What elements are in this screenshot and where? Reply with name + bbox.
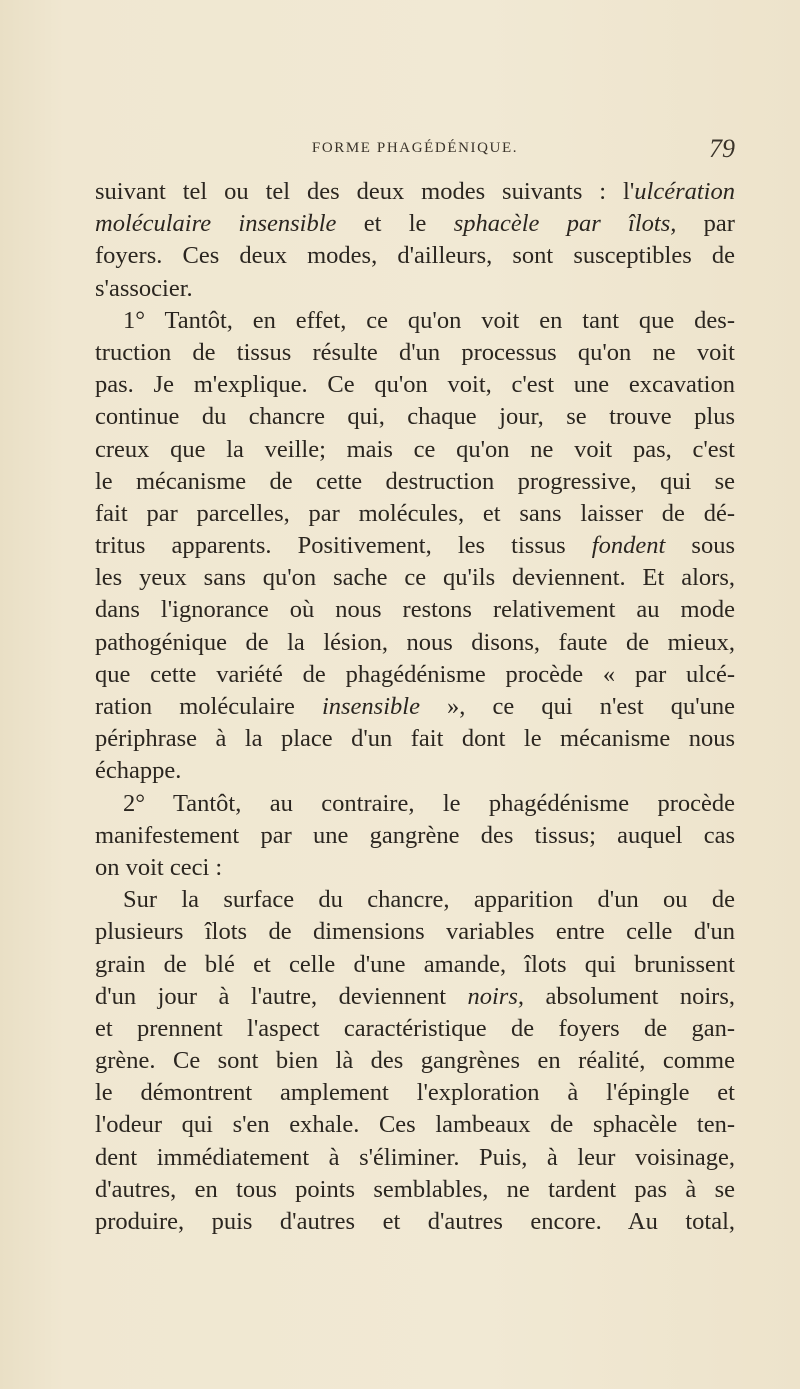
text-line: produire, puis d'autres et d'autres encore. Au total, bbox=[95, 1208, 735, 1235]
text-line: le démontrent amplement l'exploration à l'épingle et bbox=[95, 1079, 735, 1107]
text-line: fait par parcelles, par molécules, et sans laisser de dé- bbox=[95, 499, 735, 527]
text-line: l'odeur qui s'en exhale. Ces lambeaux de sphacèle ten- bbox=[95, 1111, 735, 1139]
text-line: on voit ceci : bbox=[95, 853, 223, 881]
page-number: 79 bbox=[709, 134, 735, 163]
text-line: moléculaire insensible et le sphacèle par îlots, par bbox=[95, 210, 735, 238]
text-line: tritus apparents. Positivement, les tissus fondent sous bbox=[95, 532, 735, 560]
text-line: dans l'ignorance où nous restons relativement au mode bbox=[95, 596, 735, 624]
text-line: et prennent l'aspect caractéristique de foyers de gan- bbox=[95, 1014, 735, 1042]
text-line: foyers. Ces deux modes, d'ailleurs, sont susceptibles de bbox=[95, 242, 735, 270]
text-line: plusieurs îlots de dimensions variables entre celle d'un bbox=[95, 918, 735, 946]
italic-term: ulcération bbox=[634, 178, 735, 205]
text-line: pas. Je m'explique. Ce qu'on voit, c'est une excavation bbox=[95, 371, 735, 399]
text-line: que cette variété de phagédénisme procède « par ulcé- bbox=[95, 660, 735, 688]
page-header bbox=[95, 134, 735, 168]
text-line: les yeux sans qu'on sache ce qu'ils deviennent. Et alors, bbox=[95, 564, 735, 592]
italic-term: insensible bbox=[321, 693, 420, 720]
paragraph-start: 1° Tantôt, en effet, ce qu'on voit en tant que des- bbox=[123, 306, 735, 334]
text-line: ration moléculaire insensible », ce qui n'est qu'une bbox=[95, 693, 736, 720]
text-line: périphrase à la place d'un fait dont le mécanisme nous bbox=[95, 725, 735, 753]
running-head: FORME PHAGÉDÉNIQUE. bbox=[311, 140, 519, 156]
body-text bbox=[95, 176, 735, 1238]
text-line: suivant tel ou tel des deux modes suivants : l'ulcération bbox=[95, 178, 735, 205]
text-line: grène. Ce sont bien là des gangrènes en réalité, comme bbox=[95, 1047, 735, 1075]
text-line: continue du chancre qui, chaque jour, se trouve plus bbox=[95, 403, 735, 431]
text-line: le mécanisme de cette destruction progressive, qui se bbox=[95, 467, 735, 495]
text-line: truction de tissus résulte d'un processus qu'on ne voit bbox=[95, 338, 735, 366]
text-line: grain de blé et celle d'une amande, îlots qui brunissent bbox=[95, 950, 735, 978]
text-line: pathogénique de la lésion, nous disons, faute de mieux, bbox=[95, 628, 735, 656]
text-line: d'un jour à l'autre, deviennent noirs, absolument noirs, bbox=[95, 982, 735, 1010]
text-line: dent immédiatement à s'éliminer. Puis, à leur voisinage, bbox=[95, 1143, 735, 1171]
italic-term: moléculaire insensible bbox=[95, 210, 337, 238]
paragraph-start: Sur la surface du chancre, apparition d'un ou de bbox=[123, 886, 735, 914]
text-line: manifestement par une gangrène des tissus; auquel cas bbox=[95, 821, 735, 849]
text-line: s'associer. bbox=[95, 274, 193, 302]
text-line: échappe. bbox=[95, 757, 182, 785]
paragraph-start: 2° Tantôt, au contraire, le phagédénisme procède bbox=[123, 789, 735, 817]
text-line: creux que la veille; mais ce qu'on ne voit pas, c'est bbox=[95, 435, 735, 463]
text-line: d'autres, en tous points semblables, ne tardent pas à se bbox=[95, 1175, 735, 1203]
italic-term: sphacèle par îlots, bbox=[453, 210, 677, 238]
italic-term: noirs, bbox=[467, 982, 525, 1010]
italic-term: fondent bbox=[591, 532, 666, 560]
